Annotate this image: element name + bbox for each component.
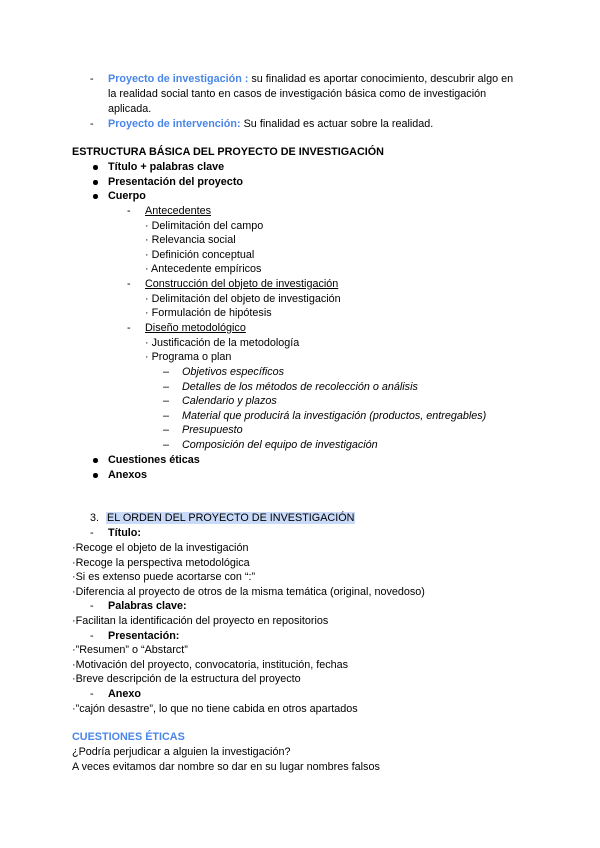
subsection-construccion: Construcción del objeto de investigación — [145, 278, 339, 290]
orden-item: ·Motivación del proyecto, convocatoria, institución, fechas — [72, 659, 349, 671]
orden-label-palabras: Palabras clave: — [108, 600, 187, 612]
dash-marker: – — [163, 395, 170, 407]
bullet-icon — [93, 473, 98, 478]
dash-marker: – — [163, 424, 170, 436]
sub-item: · Definición conceptual — [145, 249, 255, 261]
dash-marker: – — [163, 439, 170, 451]
intro-item-intervention — [108, 117, 433, 131]
sub-item: · Relevancia social — [145, 234, 236, 246]
bullet-item: Presentación del proyecto — [108, 176, 244, 188]
plan-item: Presupuesto — [182, 424, 243, 436]
dash-marker: - — [90, 73, 94, 85]
plan-item: Material que producirá la investigación (productos, entregables) — [182, 410, 487, 422]
orden-item: ·Diferencia al proyecto de otros de la misma temática (original, novedoso) — [72, 586, 425, 598]
sub-item: · Delimitación del campo — [145, 220, 264, 232]
section-number: 3. — [90, 512, 100, 524]
dash-marker: – — [163, 366, 170, 378]
dash-marker: - — [127, 205, 131, 217]
dash-marker: - — [127, 322, 131, 334]
bullet-icon — [93, 180, 98, 185]
bullet-icon — [93, 458, 98, 463]
sub-item: · Programa o plan — [145, 351, 232, 363]
dash-marker: - — [90, 527, 94, 539]
orden-label-titulo: Título: — [108, 527, 141, 539]
plan-item: Composición del equipo de investigación — [182, 439, 378, 451]
body-line: ¿Podría perjudicar a alguien la investigación? — [72, 746, 291, 758]
dash-marker: - — [90, 118, 94, 130]
intro-text-line: la realidad social tanto en casos de investigación básica como de investigación — [108, 88, 487, 100]
body-line: A veces evitamos dar nombre so dar en su lugar nombres falsos — [72, 761, 380, 773]
intro-text: Su finalidad es actuar sobre la realidad. — [240, 118, 434, 130]
orden-item: ·Breve descripción de la estructura del proyecto — [72, 673, 301, 685]
bullet-item: Cuerpo — [108, 190, 146, 202]
intro-text-line: aplicada. — [108, 103, 152, 115]
dash-marker: - — [90, 630, 94, 642]
sub-item: · Antecedente empíricos — [145, 263, 262, 275]
plan-item: Detalles de los métodos de recolección o análisis — [182, 381, 418, 393]
section-heading-cuestiones: CUESTIONES ÉTICAS — [72, 731, 185, 743]
sub-item: · Formulación de hipótesis — [145, 307, 272, 319]
bullet-item: Título + palabras clave — [108, 161, 225, 173]
section-title: EL ORDEN DEL PROYECTO DE INVESTIGACIÓN — [107, 512, 355, 524]
intro-item-research — [108, 72, 513, 86]
bullet-icon — [93, 165, 98, 170]
section-heading-orden — [90, 511, 355, 525]
plan-item: Calendario y plazos — [182, 395, 277, 407]
orden-label-presentacion: Presentación: — [108, 630, 180, 642]
intro-label: Proyecto de intervención: — [108, 118, 241, 130]
intro-label: Proyecto de investigación : — [108, 73, 249, 85]
bullet-item: Cuestiones éticas — [108, 454, 200, 466]
plan-item: Objetivos específicos — [182, 366, 285, 378]
subsection-antecedentes: Antecedentes — [145, 205, 212, 217]
orden-item: ·Si es extenso puede acortarse con “:” — [72, 571, 256, 583]
orden-item: ·”cajón desastre”, lo que no tiene cabida en otros apartados — [72, 703, 358, 715]
dash-marker: - — [90, 600, 94, 612]
dash-marker: – — [163, 381, 170, 393]
subsection-diseno: Diseño metodológico — [145, 322, 246, 334]
sub-item: · Justificación de la metodología — [145, 337, 300, 349]
orden-item: ·Facilitan la identificación del proyecto en repositorios — [72, 615, 329, 627]
dash-marker: – — [163, 410, 170, 422]
section-heading-estructura: ESTRUCTURA BÁSICA DEL PROYECTO DE INVESTIGACIÓN — [72, 146, 384, 158]
orden-item: ·Recoge la perspectiva metodológica — [72, 557, 250, 569]
orden-label-anexo: Anexo — [108, 688, 141, 700]
bullet-item: Anexos — [108, 469, 148, 481]
dash-marker: - — [127, 278, 131, 290]
intro-text: su finalidad es aportar conocimiento, descubrir algo en — [248, 73, 514, 85]
orden-item: ·Recoge el objeto de la investigación — [72, 542, 249, 554]
dash-marker: - — [90, 688, 94, 700]
bullet-icon — [93, 194, 98, 199]
orden-item: ·”Resumen” o “Abstarct” — [72, 644, 188, 656]
sub-item: · Delimitación del objeto de investigación — [145, 293, 341, 305]
